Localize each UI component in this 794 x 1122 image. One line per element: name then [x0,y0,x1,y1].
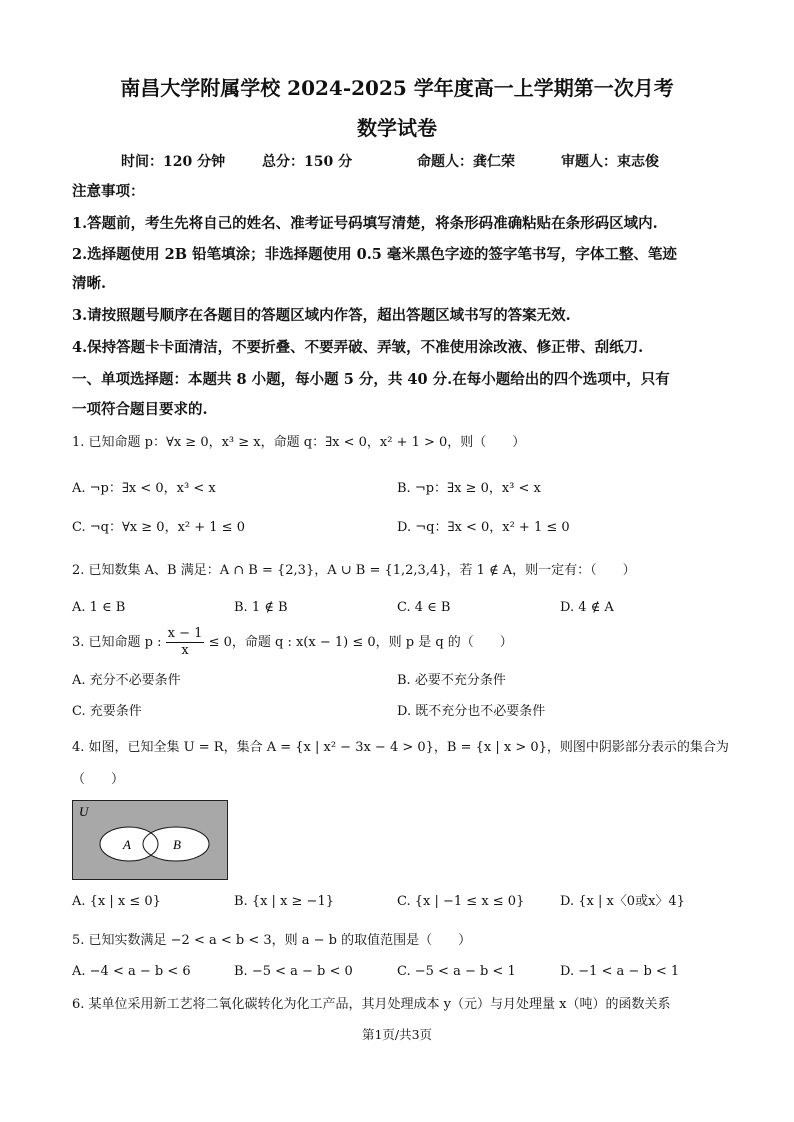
page-footer: 第1页/共3页 [361,1027,433,1042]
venn-label-a: A [123,837,131,852]
question-2-option-c[interactable]: C. 4 ∈ B [397,600,451,615]
question-4-option-d[interactable]: D. {x | x〈0或x〉4} [560,894,685,909]
question-4-option-b[interactable]: B. {x | x ≥ −1} [234,894,334,909]
question-2-option-d[interactable]: D. 4 ∉ A [560,600,614,615]
notice-item: 4.保持答题卡卡面清洁，不要折叠、不要弄破、弄皱，不准使用涂改液、修正带、刮纸刀. [72,339,644,356]
question-1-option-d[interactable]: D. ¬q：∃x < 0，x² + 1 ≤ 0 [397,520,570,535]
fraction-denominator: x [181,643,189,658]
venn-label-b: B [173,837,181,852]
notice-item: 1.答题前，考生先将自己的姓名、准考证号码填写清楚，将条形码准确粘贴在条形码区域内. [72,215,658,232]
question-5-option-b[interactable]: B. −5 < a − b < 0 [234,964,353,979]
section-heading-cont: 一项符合题目要求的. [72,401,208,418]
question-5-stem: 5. 已知实数满足 −2 < a < b < 3，则 a − b 的取值范围是（ ） [72,933,472,948]
question-2-stem: 2. 已知数集 A、B 满足：A ∩ B = {2,3}，A ∪ B = {1,2,3,4}，若 1 ∉ A，则一定有：（ ） [72,563,636,578]
question-5-option-a[interactable]: A. −4 < a − b < 6 [72,964,191,979]
question-3-stem [72,626,513,659]
notice-item: 3.请按照题号顺序在各题目的答题区域内作答，超出答题区域书写的答案无效. [72,307,571,324]
question-2-option-a[interactable]: A. 1 ∈ B [72,600,126,615]
question-3-stem-pre: 3. 已知命题 p : [72,635,162,650]
question-4-option-a[interactable]: A. {x | x ≤ 0} [72,894,161,909]
section-heading: 一、单项选择题：本题共 8 小题，每小题 5 分，共 40 分.在每小题给出的四个选项中，只有 [72,371,670,388]
question-1-option-b[interactable]: B. ¬p：∃x ≥ 0，x³ < x [397,481,541,496]
question-1-option-a[interactable]: A. ¬p：∃x < 0，x³ < x [72,481,216,496]
venn-label-u: U [79,804,89,819]
notice-heading: 注意事项： [72,183,145,200]
question-1-stem: 1. 已知命题 p：∀x ≥ 0，x³ ≥ x，命题 q：∃x < 0，x² + 1 > 0，则（ ） [72,435,526,450]
notice-item: 2.选择题使用 2B 铅笔填涂；非选择题使用 0.5 毫米黑色字迹的签字笔书写，字体工整、笔迹 [72,246,677,263]
exam-reviewer: 审题人：束志俊 [561,154,659,170]
exam-author: 命题人：龚仁荣 [417,154,515,170]
question-4-stem: 4. 如图，已知全集 U = R，集合 A = {x | x² − 3x − 4 > 0}，B = {x | x > 0}，则图中阴影部分表示的集合为 [72,740,729,755]
venn-diagram [72,800,228,880]
question-3-option-a[interactable]: A. 充分不必要条件 [72,673,181,688]
question-5-option-c[interactable]: C. −5 < a − b < 1 [397,964,516,979]
question-4-option-c[interactable]: C. {x | −1 ≤ x ≤ 0} [397,894,525,909]
fraction-numerator: x − 1 [167,626,203,641]
exam-time: 时间：120 分钟 [121,154,226,170]
question-4-stem-cont: （ ） [72,772,125,787]
question-3-fraction [166,626,205,659]
question-5-option-d[interactable]: D. −1 < a − b < 1 [560,964,680,979]
exam-score: 总分：150 分 [262,154,353,170]
exam-title: 南昌大学附属学校 2024-2025 学年度高一上学期第一次月考 [120,76,674,100]
question-6-stem: 6. 某单位采用新工艺将二氧化碳转化为化工产品，其月处理成本 y（元）与月处理量 x（吨）的函数关系 [72,997,671,1012]
question-3-stem-post: ≤ 0，命题 q : x(x − 1) ≤ 0，则 p 是 q 的（ ） [208,635,513,650]
question-3-option-b[interactable]: B. 必要不充分条件 [397,673,506,688]
question-3-option-d[interactable]: D. 既不充分也不必要条件 [397,704,546,719]
question-2-option-b[interactable]: B. 1 ∉ B [234,600,288,615]
notice-item: 清晰. [72,275,107,292]
question-3-option-c[interactable]: C. 充要条件 [72,704,142,719]
question-1-option-c[interactable]: C. ¬q：∀x ≥ 0，x² + 1 ≤ 0 [72,520,245,535]
exam-subtitle: 数学试卷 [357,116,437,140]
